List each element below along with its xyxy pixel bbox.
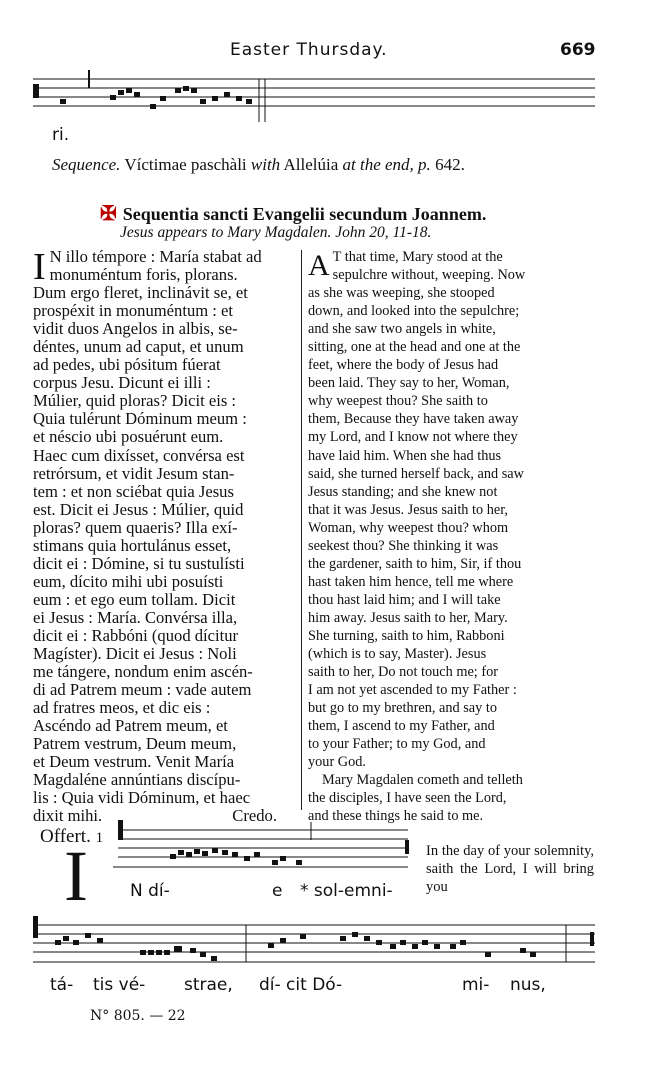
english-line: him away. Jesus saith to her, Mary. (308, 609, 508, 626)
credo-label: Credo. (232, 806, 277, 826)
latin-line: et néscio ubi posuérunt eum. (33, 427, 224, 447)
latin-line: ad fratres meos, et dic eis : (33, 698, 211, 718)
latin-last-line (33, 807, 297, 825)
latin-line: Magíster). Dicit ei Jesus : Noli (33, 644, 237, 664)
latin-line: monuméntum foris, plorans. (49, 265, 238, 285)
latin-line: Dum ergo fleret, inclinávit se, et (33, 283, 248, 303)
latin-line: prospéxit in monuméntum : et (33, 301, 234, 321)
latin-line: ad pedes, ubi pósitum fúerat (33, 355, 221, 375)
offertory-syllable: tis vé- (93, 975, 146, 995)
latin-line: Múlier, quid ploras? Dicit eis : (33, 391, 237, 411)
running-title: Easter Thursday. (230, 40, 388, 60)
offertory-syllable: strae, (184, 975, 233, 995)
latin-line: di ad Patrem meum : vade autem (33, 680, 252, 700)
gospel-subheading: Jesus appears to Mary Magdalen. John 20, 11-18. (120, 224, 432, 241)
latin-line: Patrem vestrum, Deum meum, (33, 734, 237, 754)
english-line: seekest thou? She thinking it was (308, 537, 499, 554)
offertory-label-text: Offert. (40, 826, 91, 847)
english-line: your God. (308, 754, 366, 771)
offertory-syllable: N dí- (130, 881, 170, 901)
latin-line: corpus Jesu. Dicunt ei illi : (33, 373, 211, 393)
latin-line: N illo témpore : María stabat ad (49, 247, 262, 266)
english-line: the disciples, I have seen the Lord, (308, 790, 507, 807)
sequence-note (52, 155, 465, 175)
sequence-text: Víctimae paschàli (120, 155, 251, 174)
english-initial: A (308, 249, 330, 282)
english-line: down, and looked into the sepulchre; (308, 303, 520, 320)
english-line: Mary Magdalen cometh and telleth (322, 772, 523, 789)
latin-line: lis : Quia vidi Dóminum, et haec (33, 788, 251, 808)
offertory-syllable: dí- cit Dó- (259, 975, 343, 995)
latin-line: Quia tulérunt Dóminum meum : (33, 409, 247, 429)
english-line: but go to my brethren, and say to (308, 700, 498, 717)
english-line: T that time, Mary stood at the (332, 249, 503, 265)
english-line: (which is to say, Master). Jesus (308, 646, 487, 663)
english-line: why weepest thou? She saith to (308, 393, 488, 410)
page-number: 669 (560, 40, 596, 60)
latin-line: eum : et ego eum tollam. Dicit (33, 589, 236, 609)
latin-line: dicit ei : Rabbóni (quod dícitur (33, 625, 239, 645)
latin-line: Magdaléne annúntians discípu- (33, 770, 241, 790)
offertory-english: In the day of your solemnity, saith the Lord, I will bring you (426, 843, 594, 895)
english-line: Jesus standing; and she knew not (308, 483, 498, 500)
english-line: to your Father; to my God, and (308, 736, 486, 753)
english-line: She turning, saith to him, Rabboni (308, 627, 505, 644)
english-line: sitting, one at the head and one at the (308, 339, 521, 356)
latin-line: stimans quia hortulánus esset, (33, 535, 232, 555)
gospel-heading (100, 201, 486, 226)
english-line: and these things he said to me. (308, 808, 484, 825)
english-line: them, I ascend to my Father, and (308, 718, 495, 735)
offertory-mode: 1 (95, 830, 104, 846)
english-line: Woman, why weepest thou? whom (308, 519, 509, 536)
offertory-syllable: * sol-emni- (300, 881, 393, 901)
english-line: have laid him. When she had thus (308, 447, 502, 464)
english-line: and she saw two angels in white, (308, 321, 496, 338)
latin-line: vidit duos Angelos in albis, se- (33, 319, 238, 339)
footer-note: N° 805. — 22 (90, 1008, 186, 1024)
english-line: been laid. They say to her, Woman, (308, 375, 510, 392)
english-line: that it was Jesus. Jesus saith to her, (308, 501, 508, 518)
latin-line: déntes, unum ad caput, et unum (33, 337, 244, 357)
latin-line: ei Jesus : María. Convérsa illa, (33, 607, 238, 627)
latin-line: ploras? quem quaeris? Illa exí- (33, 517, 238, 537)
english-column (308, 248, 595, 826)
offertory-syllable: e (272, 881, 283, 901)
sequence-end: at the end, p. (342, 155, 431, 174)
column-divider (301, 250, 302, 810)
english-line: as she was weeping, she stooped (308, 285, 495, 302)
latin-line: est. Dicit ei Jesus : Múlier, quid (33, 499, 244, 519)
english-line: them, Because they have taken away (308, 411, 519, 428)
offertory-syllable: nus, (510, 975, 546, 995)
latin-line: me tángere, nondum enim ascén- (33, 662, 253, 682)
sequence-alleluia: Allelúia (280, 155, 343, 174)
english-line: feet, where the body of Jesus had (308, 357, 499, 374)
english-line: I am not yet ascended to my Father : (308, 682, 517, 699)
latin-line: retrórsum, et vidit Jesum stan- (33, 463, 235, 483)
gospel-heading-text: Sequentia sancti Evangelii secundum Joannem. (122, 204, 487, 224)
sequence-with: with (250, 155, 281, 174)
latin-line: dicit ei : Dómine, si tu sustulísti (33, 553, 245, 573)
latin-line: et Deum vestrum. Venit María (33, 752, 235, 772)
sequence-page: 642. (430, 155, 465, 174)
english-line: the gardener, saith to him, Sir, if thou (308, 555, 522, 572)
english-line: my Lord, and I know not where they (308, 429, 518, 446)
latin-line: tem : et non sciébat quia Jesus (33, 481, 234, 501)
latin-column (33, 248, 297, 826)
offertory-syllable: mi- (462, 975, 490, 995)
sequence-label: Sequence. (52, 155, 121, 174)
english-line: saith to her, Do not touch me; for (308, 664, 499, 681)
chant-syllable: ri. (52, 125, 70, 145)
offertory-syllable: tá- (50, 975, 74, 995)
latin-line: Haec cum dixísset, convérsa est (33, 445, 245, 465)
latin-line: eum, dícito mihi ubi posuísti (33, 571, 224, 591)
latin-last-left: dixit mihi. (33, 806, 103, 826)
offertory-initial: I (64, 836, 88, 916)
latin-line: Ascéndo ad Patrem meum, et (33, 716, 228, 736)
cross-icon: ✠ (100, 203, 117, 225)
english-line: thou hast laid him; and I will take (308, 591, 501, 608)
english-line: sepulchre without, weeping. Now (332, 267, 526, 284)
latin-initial: I (33, 246, 46, 288)
english-line: hast taken him hence, tell me where (308, 573, 514, 590)
english-line: said, she turned herself back, and saw (308, 465, 524, 482)
